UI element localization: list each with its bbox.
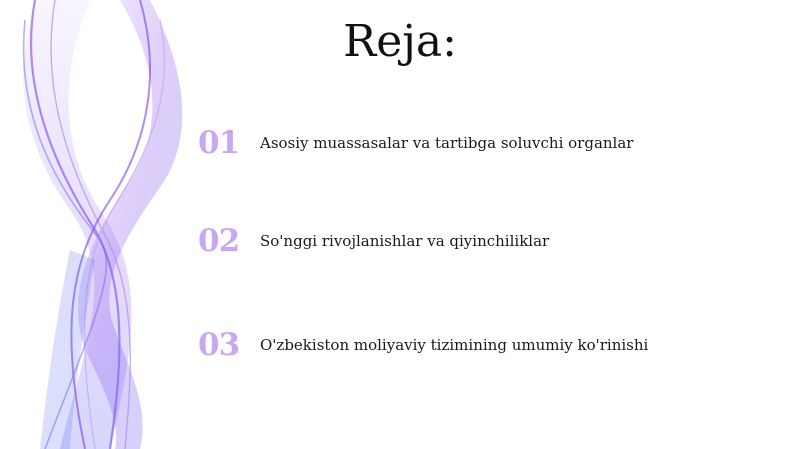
list-item — [198, 118, 633, 168]
item-text: O'zbekiston moliyaviy tizimining umumiy ko'rinishi — [260, 336, 649, 354]
item-text: Asosiy muassasalar va tartibga soluvchi organlar — [260, 134, 634, 152]
list-item — [198, 320, 648, 370]
page-title: Reja: — [343, 16, 457, 67]
item-number: 03 — [198, 327, 240, 363]
item-text: So'nggi rivojlanishlar va qiyinchiliklar — [260, 232, 550, 250]
item-number: 01 — [198, 125, 240, 161]
list-item — [198, 216, 549, 266]
smoke-ribbon-icon — [0, 0, 230, 449]
item-number: 02 — [198, 223, 240, 259]
